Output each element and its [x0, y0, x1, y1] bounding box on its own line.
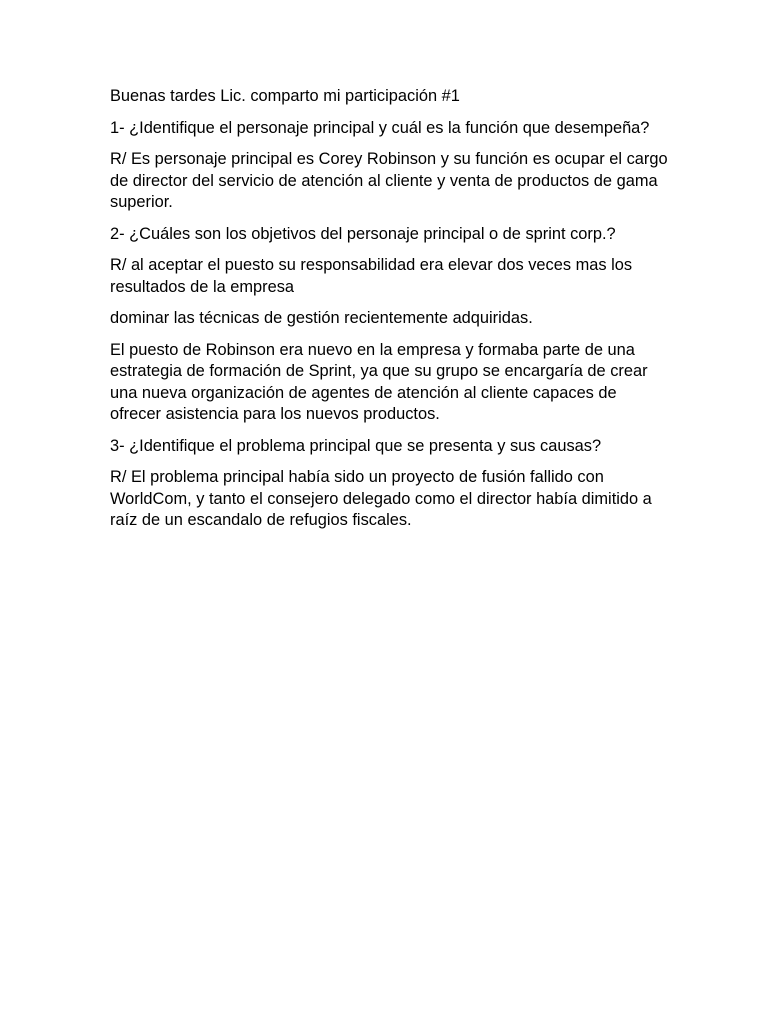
- question-2: 2- ¿Cuáles son los objetivos del personaje principal o de sprint corp.?: [110, 224, 616, 243]
- answer-1: R/ Es personaje principal es Corey Robinson y su función es ocupar el cargo de director del servicio de atención al cliente y venta de productos de gama superior.: [110, 150, 668, 211]
- greeting-paragraph: Buenas tardes Lic. comparto mi participación #1: [110, 87, 460, 105]
- answer-2-part-2: dominar las técnicas de gestión recientemente adquiridas.: [110, 309, 533, 327]
- answer-2-part-1: R/ al aceptar el puesto su responsabilidad era elevar dos veces mas los resultados de la empresa: [110, 256, 633, 296]
- question-3: 3- ¿Identifique el problema principal que se presenta y sus causas?: [110, 436, 602, 455]
- question-1: 1- ¿Identifique el personaje principal y cuál es la función que desempeña?: [110, 118, 650, 137]
- answer-2-part-3: El puesto de Robinson era nuevo en la empresa y formaba parte de una estrategia de formación de Sprint, ya que su grupo se encargaría de crear una nueva organización de agentes de atención al cliente capaces de ofrecer asistencia para los nuevos productos.: [110, 340, 648, 423]
- answer-3: R/ El problema principal había sido un proyecto de fusión fallido con WorldCom, y tanto el consejero delegado como el director había dimitido a raíz de un escandalo de refugios fiscales.: [110, 468, 652, 529]
